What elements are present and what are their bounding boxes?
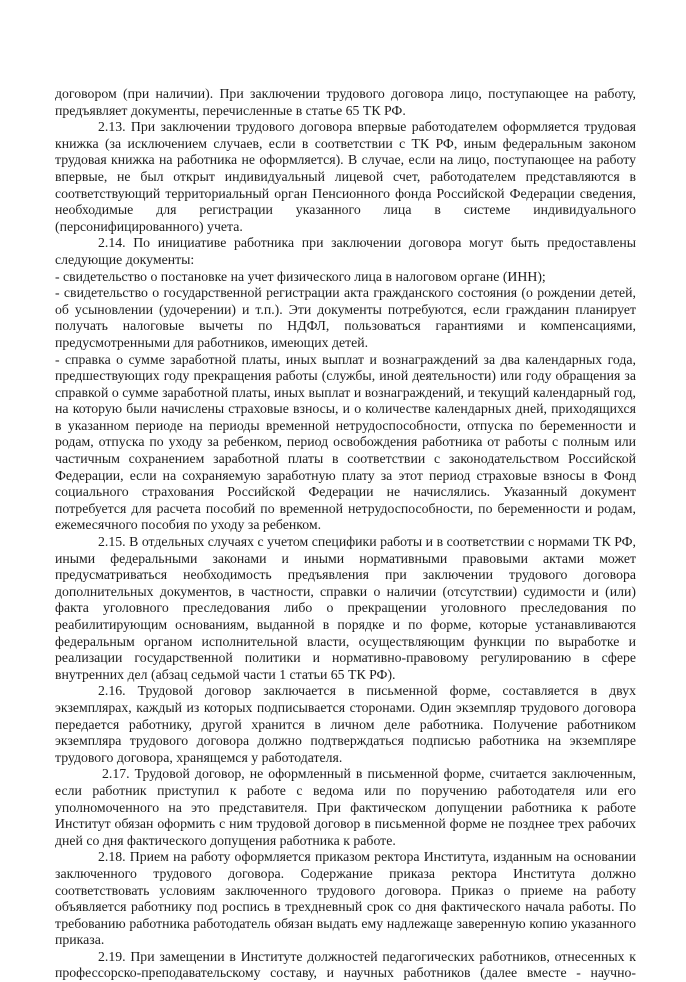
paragraph-2-17: 2.17. Трудовой договор, не оформленный в письменной форме, считается заключенным, если работник приступил к работе с ведома или по поручению работодателя или его уполномоченного на это представителя. При фактическом допущении работника к работе Институт обязан оформить с ним трудовой договор в письменной форме не позднее трех рабочих дней со дня фактического допущения работника к работе. xyxy=(55,766,636,848)
paragraph-2-16: 2.16. Трудовой договор заключается в письменной форме, составляется в двух экземплярах, каждый из которых подписывается сторонами. Один экземпляр трудового договора передается работнику, другой хранится в личном деле работника. Получение работником экземпляра трудового договора должно подтверждаться подписью работника на экземпляре трудового договора, хранящемся у работодателя. xyxy=(55,683,636,765)
list-item-inn-certificate: - свидетельство о постановке на учет физического лица в налоговом органе (ИНН); xyxy=(55,268,546,284)
paragraph-continuation: договором (при наличии). При заключении трудового договора лицо, поступающее на работу, предъявляет документы, перечисленные в статье 65 ТК РФ. xyxy=(55,86,636,118)
list-item-salary-reference: - справка о сумме заработной платы, иных выплат и вознаграждений за два календарных года, предшествующих году прекращения работы (службы, иной деятельности) или году обращения за справкой о сумме заработной платы, иных выплат и вознаграждений, и текущий календарный год, на которую были начислены страховые взносы, и о количестве календарных дней, приходящихся в указанном периоде на периоды временной нетрудоспособности, отпуска по беременности и родам, отпуска по уходу за ребенком, период освобождения работника от работы с полным или частичным сохранением заработной платы в соответствии с законодательством Российской Федерации, если на сохраняемую заработную плату за этот период страховые взносы в Фонд социального страхования Российской Федерации не начислялись. Указанный документ потребуется для расчета пособий по временной нетрудоспособности, по беременности и родам, ежемесячного пособия по уходу за ребенком. xyxy=(55,351,636,533)
list-item-civil-status-certificate: - свидетельство о государственной регистрации акта гражданского состояния (о рождении детей, об усыновлении (удочерении) и т.п.). Эти документы потребуются, если гражданин планирует получать налоговые вычеты по НДФЛ, пользоваться гарантиями и компенсациями, предусмотренными для работников, имеющих детей. xyxy=(55,285,636,350)
paragraph-2-19: 2.19. При замещении в Институте должностей педагогических работников, отнесенных к профессорско-преподавательскому составу, и научных работников (далее вместе - научно- xyxy=(55,948,636,981)
paragraph-2-13: 2.13. При заключении трудового договора впервые работодателем оформляется трудовая книжка (за исключением случаев, если в соответствии с ТК РФ, иным федеральным законом трудовая книжка на работника не оформляется). В случае, если на лицо, поступающее на работу впервые, не был открыт индивидуальный лицевой счет, работодателем представляются в соответствующий территориальный орган Пенсионного фонда Российской Федерации сведения, необходимые для регистрации указанного лица в системе индивидуального (персонифицированного) учета. xyxy=(55,119,636,234)
paragraph-2-14: 2.14. По инициативе работника при заключении договора могут быть предоставлены следующие документы: xyxy=(55,235,636,267)
paragraph-2-18: 2.18. Прием на работу оформляется приказом ректора Института, изданным на основании заключенного трудового договора. Содержание приказа ректора Института должно соответствовать условиям заключенного трудового договора. Приказ о приеме на работу объявляется работнику под роспись в трехдневный срок со дня фактического начала работы. По требованию работника работодатель обязан выдать ему надлежаще заверенную копию указанного приказа. xyxy=(55,849,636,948)
paragraph-2-15: 2.15. В отдельных случаях с учетом специфики работы и в соответствии с нормами ТК РФ, иными федеральными законами и иными нормативными правовыми актами может предусматриваться необходимость предъявления при заключении трудового договора дополнительных документов, в частности, справки о наличии (отсутствии) судимости и (или) факта уголовного преследования либо о прекращении уголовного преследования по реабилитирующим основаниям, выданной в порядке и по форме, которые устанавливаются федеральным органом исполнительной власти, осуществляющим функции по выработке и реализации государственной политики и нормативно-правовому регулированию в сфере внутренних дел (абзац седьмой части 1 статьи 65 ТК РФ). xyxy=(55,534,636,682)
